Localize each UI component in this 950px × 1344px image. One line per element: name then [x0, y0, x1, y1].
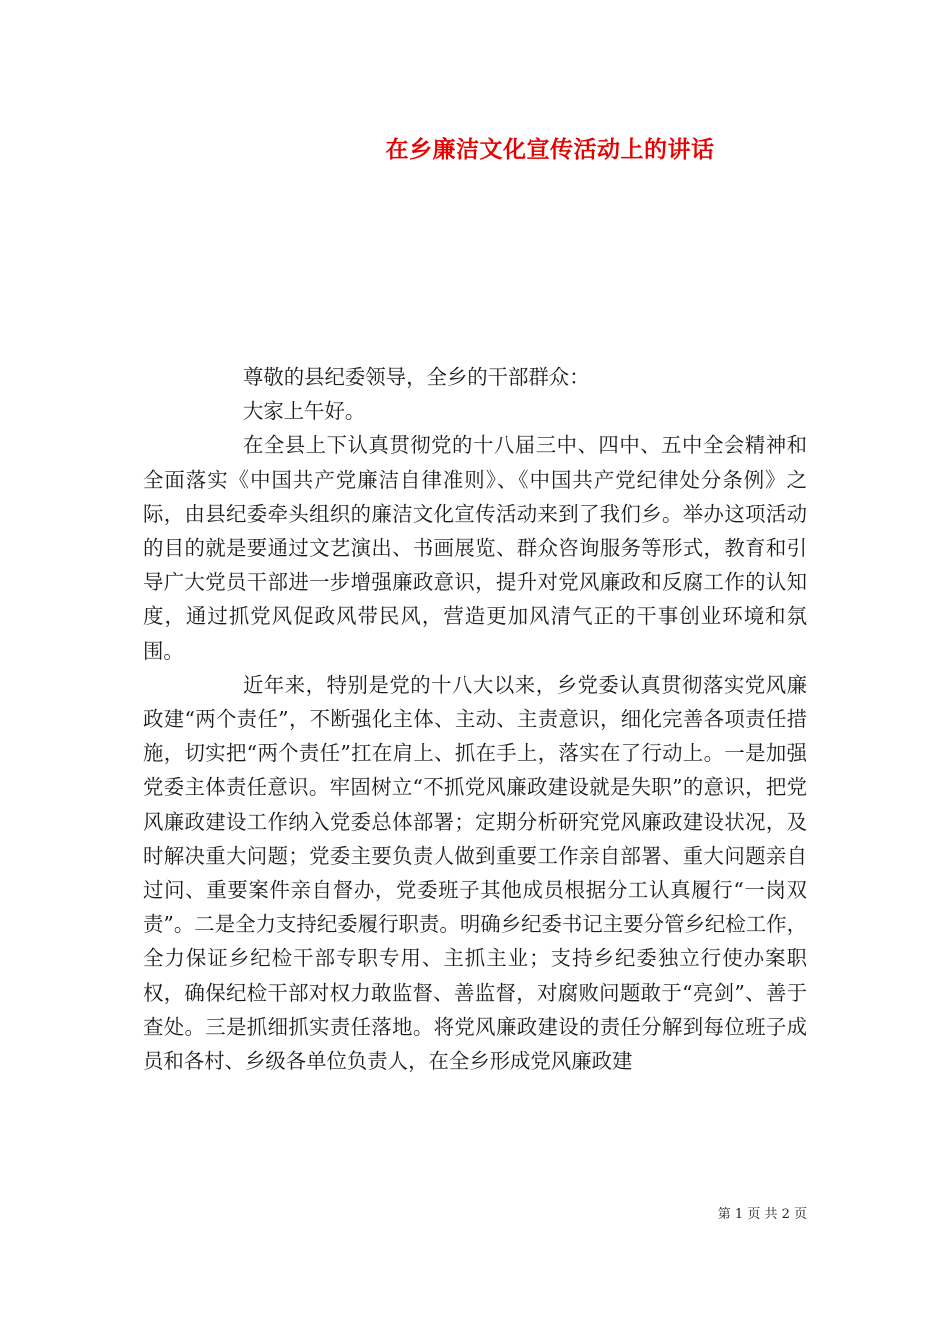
document-body	[143, 360, 807, 1078]
greeting-paragraph: 大家上午好。	[242, 399, 366, 424]
salutation-paragraph: 尊敬的县纪委领导，全乡的干部群众：	[242, 365, 590, 389]
document-title: 在乡廉洁文化宣传活动上的讲话	[385, 136, 715, 163]
body-paragraph: 在全县上下认真贯彻党的十八届三中、四中、五中全会精神和全面落实《中国共产党廉洁自律准则》、《中国共产党纪律处分条例》之际，由县纪委牵头组织的廉洁文化宣传活动来到了我们乡。举办这项活动的目的就是要通过文艺演出、书画展览、群众咨询服务等形式，教育和引导广大党员干部进一步增强廉政意识，提升对党风廉政和反腐工作的认知度，通过抓党风促政风带民风，营造更加风清气正的干事创业环境和氛围。	[143, 433, 807, 663]
page-number-footer: 第 1 页 共 2 页	[717, 1207, 807, 1222]
body-paragraph: 近年来，特别是党的十八大以来，乡党委认真贯彻落实党风廉政建“两个责任”，不断强化主体、主动、主责意识，细化完善各项责任措施，切实把“两个责任”扛在肩上、抓在手上，落实在了行动上。一是加强党委主体责任意识。牢固树立“不抓党风廉政建设就是失职”的意识，把党风廉政建设工作纳入党委总体部署；定期分析研究党风廉政建设状况，及时解决重大问题；党委主要负责人做到重要工作亲自部署、重大问题亲自过问、重要案件亲自督办，党委班子其他成员根据分工认真履行“一岗双责”。二是全力支持纪委履行职责。明确乡纪委书记主要分管乡纪检工作，全力保证乡纪检干部专职专用、主抓主业；支持乡纪委独立行使办案职权，确保纪检干部对权力敢监督、善监督，对腐败问题敢于“亮剑”、善于查处。三是抓细抓实责任落地。将党风廉政建设的责任分解到每位班子成员和各村、乡级各单位负责人，在全乡形成党风廉政建	[143, 672, 807, 1074]
